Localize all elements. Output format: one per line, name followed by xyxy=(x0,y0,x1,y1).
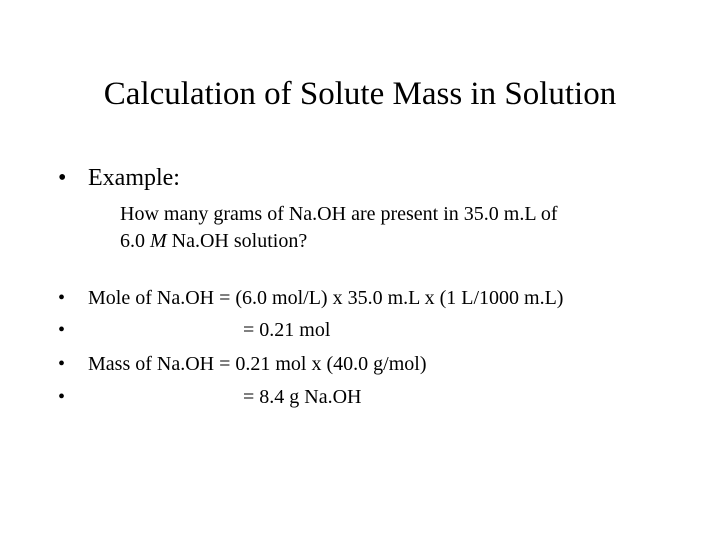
question-line-2-end: Na.OH solution? xyxy=(166,230,308,252)
example-label: Example: xyxy=(88,165,180,191)
molarity-symbol: M xyxy=(150,230,167,252)
calculation-step xyxy=(58,349,426,379)
question-line-2 xyxy=(120,228,557,255)
bullet-icon: • xyxy=(58,353,66,375)
calculation-step xyxy=(58,283,563,313)
calculation-step xyxy=(58,382,362,412)
question-line-1: How many grams of Na.OH are present in 35.0 m.L of xyxy=(120,203,558,225)
bullet-icon: • xyxy=(58,386,66,408)
example-question xyxy=(120,201,557,255)
calculation-step xyxy=(58,315,331,345)
step-text: Mole of Na.OH = (6.0 mol/L) x 35.0 m.L x (1 L/1000 m.L) xyxy=(88,287,564,309)
bullet-icon: • xyxy=(58,165,67,191)
bullet-icon: • xyxy=(58,319,66,341)
question-line-2-start: 6.0 xyxy=(120,230,150,252)
step-text: Mass of Na.OH = 0.21 mol x (40.0 g/mol) xyxy=(88,353,427,375)
step-text: = 8.4 g Na.OH xyxy=(243,386,362,408)
example-bullet-item xyxy=(58,162,180,194)
slide-title: Calculation of Solute Mass in Solution xyxy=(103,76,617,112)
step-text: = 0.21 mol xyxy=(243,319,331,341)
bullet-icon: • xyxy=(58,287,66,309)
